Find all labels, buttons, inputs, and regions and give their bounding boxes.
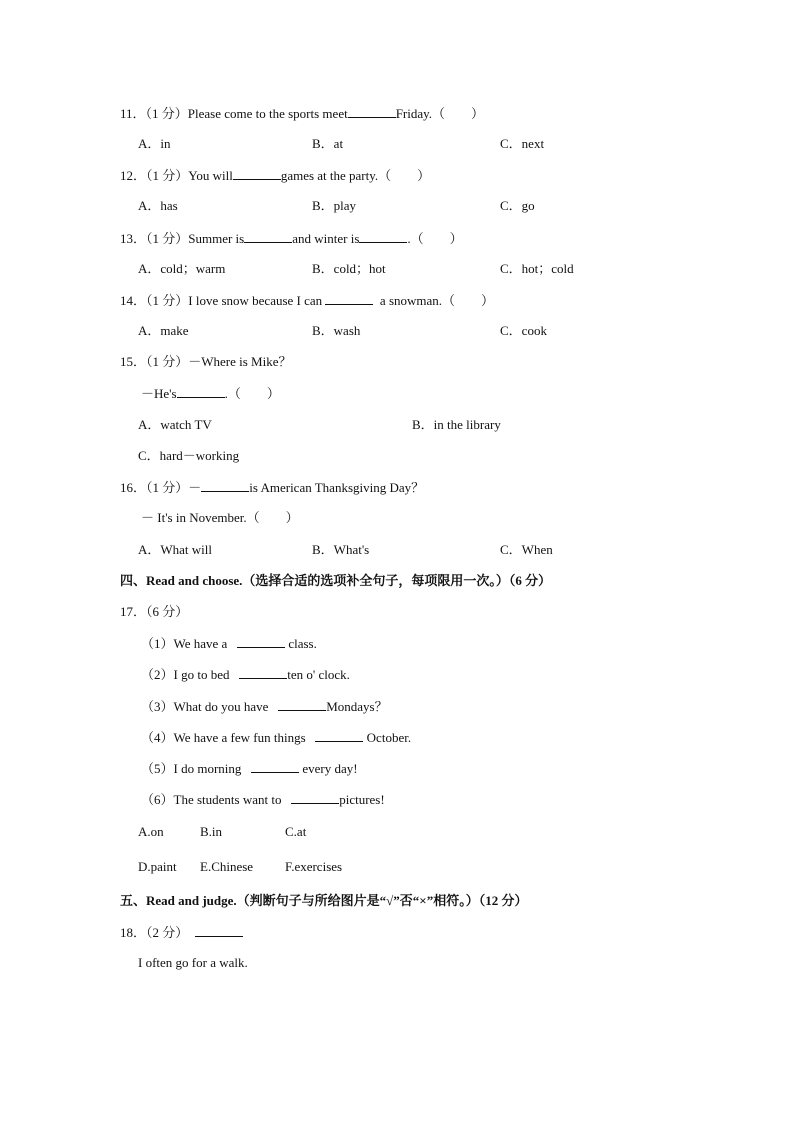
sentence-text-end: Mondays？ xyxy=(326,699,388,714)
question-18-sentence: I often go for a walk. xyxy=(138,955,248,970)
answer-blank[interactable] xyxy=(239,666,287,679)
word-option-d: D.paint xyxy=(138,859,177,874)
option-a: A．in xyxy=(138,136,171,151)
sentence-4 xyxy=(141,729,411,746)
answer-blank[interactable] xyxy=(244,230,292,243)
sentence-text: （4）We have a few fun things xyxy=(141,730,306,745)
sentence-text-end: every day! xyxy=(302,761,358,776)
question-14-text-end: a snowman.（ ） xyxy=(379,293,495,308)
sentence-text: （6）The students want to xyxy=(141,792,282,807)
answer-blank[interactable] xyxy=(195,924,243,937)
question-11-text-end: Friday.（ ） xyxy=(395,106,485,121)
option-c: C．hot；cold xyxy=(500,261,574,276)
sentence-6 xyxy=(141,791,385,808)
sentence-3 xyxy=(141,698,388,715)
question-11-stem xyxy=(120,105,484,122)
answer-blank[interactable] xyxy=(201,479,249,492)
answer-blank[interactable] xyxy=(359,230,407,243)
question-13-stem xyxy=(120,230,463,247)
question-12-text-end: games at the party.（ ） xyxy=(280,168,431,183)
question-16-text: 16．（1 分）－ xyxy=(120,480,202,495)
question-15-stem: 15．（1 分）－Where is Mike？ xyxy=(120,354,292,369)
answer-blank[interactable] xyxy=(177,385,225,398)
answer-blank[interactable] xyxy=(237,635,285,648)
answer-blank[interactable] xyxy=(315,729,363,742)
question-11-text: 11．（1 分）Please come to the sports meet xyxy=(120,106,348,121)
option-b: B．What's xyxy=(312,542,370,557)
question-16-text-end: is American Thanksgiving Day？ xyxy=(249,480,425,495)
option-b: B．play xyxy=(312,198,357,213)
option-a: A．What will xyxy=(138,542,213,557)
answer-blank[interactable] xyxy=(325,292,373,305)
word-option-c: C.at xyxy=(285,824,307,839)
sentence-text-end: class. xyxy=(288,636,317,651)
dialogue-text: －He's xyxy=(141,386,177,401)
question-12-text: 12．（1 分）You will xyxy=(120,168,233,183)
option-c: C．next xyxy=(500,136,545,151)
option-c: C．hard－working xyxy=(138,448,240,463)
option-a: A．cold；warm xyxy=(138,261,226,276)
section-5-title: 五、Read and judge.（判断句子与所给图片是“√”否“×”相符。）（12 分） xyxy=(120,893,528,908)
section-4-title: 四、Read and choose.（选择合适的选项补全句子，每项限用一次。）（6 分） xyxy=(120,573,552,588)
sentence-text-end: October. xyxy=(366,730,412,745)
dialogue-text-end: .（ ） xyxy=(224,386,280,401)
sentence-text: （3）What do you have xyxy=(141,699,269,714)
option-a: A．has xyxy=(138,198,178,213)
word-option-b: B.in xyxy=(200,824,223,839)
sentence-text-end: ten o' clock. xyxy=(287,667,350,682)
option-a: A．make xyxy=(138,323,189,338)
option-c: C．cook xyxy=(500,323,547,338)
sentence-text: （5）I do morning xyxy=(141,761,242,776)
sentence-text: （2）I go to bed xyxy=(141,667,230,682)
option-a: A．watch TV xyxy=(138,417,212,432)
word-option-a: A.on xyxy=(138,824,164,839)
word-option-f: F.exercises xyxy=(285,859,343,874)
option-c: C．go xyxy=(500,198,535,213)
question-12-stem xyxy=(120,167,430,184)
question-13-text: 13．（1 分）Summer is xyxy=(120,231,245,246)
option-c: C．When xyxy=(500,542,553,557)
answer-blank[interactable] xyxy=(251,760,299,773)
sentence-5 xyxy=(141,760,358,777)
question-17-stem: 17．（6 分） xyxy=(120,604,189,619)
question-18-text: 18．（2 分） xyxy=(120,925,189,940)
option-b: B．at xyxy=(312,136,344,151)
question-16-stem xyxy=(120,479,424,496)
question-15-dialogue xyxy=(141,385,280,402)
sentence-text-end: pictures! xyxy=(339,792,385,807)
answer-blank[interactable] xyxy=(233,167,281,180)
option-b: B．wash xyxy=(312,323,361,338)
sentence-1 xyxy=(141,635,317,652)
question-14-text: 14．（1 分）I love snow because I can xyxy=(120,293,323,308)
question-13-text-end: .（ ） xyxy=(407,231,463,246)
question-13-text-mid: and winter is xyxy=(292,231,360,246)
question-14-stem xyxy=(120,292,494,309)
answer-blank[interactable] xyxy=(278,698,326,711)
word-option-e: E.Chinese xyxy=(200,859,254,874)
question-18-stem xyxy=(120,924,243,941)
question-16-dialogue: － It's in November.（ ） xyxy=(141,510,299,525)
sentence-2 xyxy=(141,666,350,683)
option-b: B．in the library xyxy=(412,417,501,432)
sentence-text: （1）We have a xyxy=(141,636,228,651)
answer-blank[interactable] xyxy=(348,105,396,118)
answer-blank[interactable] xyxy=(291,791,339,804)
option-b: B．cold；hot xyxy=(312,261,386,276)
